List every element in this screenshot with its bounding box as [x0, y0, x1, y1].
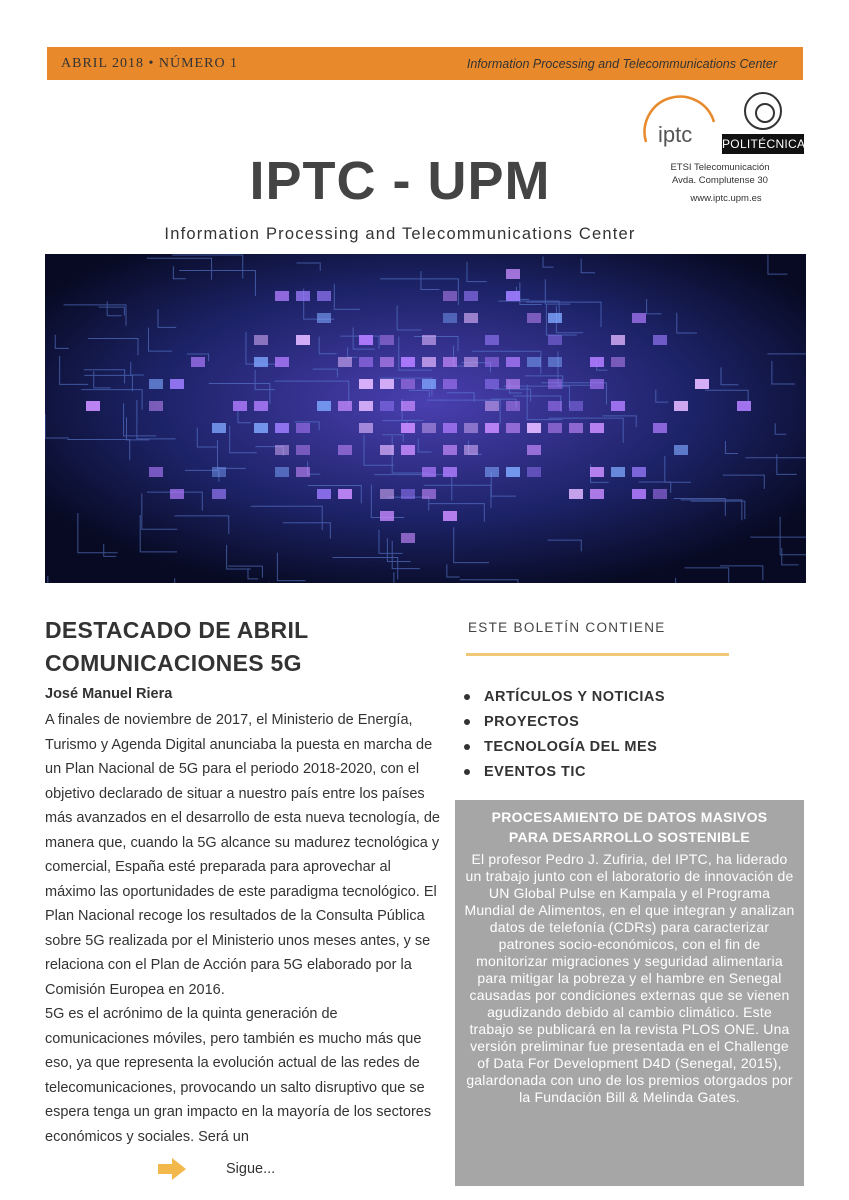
contents-item-label: PROYECTOS	[484, 713, 580, 730]
article-paragraph: A finales de noviembre de 2017, el Ministerio de Energía, Turismo y Agenda Digital anunciaba la puesta en marcha de un Plan Nacional de 5G para el periodo 2018-2020, con el objetivo declarado de situar a nuestro país entre los países más avanzados en el desarrollo de esta nueva tecnología, de manera que, cuando la 5G alcance su madurez tecnológica y comercial, España esté preparada para aprovechar al máximo las oportunidades de este paradigma tecnológico. El Plan Nacional recoge los resultados de la Consulta Pública sobre 5G realizada por el Ministerio unos meses antes, y se relaciona con el Plan de Acción para 5G elaborado por la Comisión Europea en 2016.	[45, 712, 440, 998]
banner-image	[45, 254, 806, 583]
article-paragraph: 5G es el acrónimo de la quinta generación de comunicaciones móviles, pero también es mucho más que eso, ya que representa la evolución actual de las redes de telecomunicaciones, provocando un salto disruptivo que se espera tenga un gran impacto en la mayoría de los sectores económicos y sociales. Será un	[45, 1006, 432, 1145]
contents-item[interactable]	[464, 684, 665, 709]
issue-label: ABRIL 2018 • NÚMERO 1	[61, 55, 239, 71]
feature-heading	[45, 614, 445, 680]
contents-item[interactable]	[464, 734, 665, 759]
center-name: Information Processing and Telecommunications Center	[466, 56, 777, 71]
sidebar-article-body: El profesor Pedro J. Zufiria, del IPTC, ha liderado un trabajo junto con el laboratorio de innovación de UN Global Pulse en Kampala y el Programa Mundial de Alimentos, en el que integran y analizan datos de telefonía (CDRs) para caracterizar patrones socio-económicos, con el fin de monitorizar migraciones y seguridad alimentaria para mitigar la pobreza y el hambre en Senegal causadas por condiciones externas que se vienen agudizando debido al cambio climático. Este trabajo se publicará en la revista PLOS ONE. Una versión preliminar fue presentada en el Challenge of Data For Development D4D (Senegal, 2015), galardonada con uno de los premios otorgados por la Fundación Bill & Melinda Gates.	[464, 851, 795, 1105]
continue-label: Sigue...	[226, 1161, 276, 1177]
contents-divider	[466, 653, 729, 656]
sidebar-article	[455, 800, 804, 1186]
feature-heading-line-2: COMUNICACIONES 5G	[45, 650, 302, 676]
contents-list	[464, 684, 665, 784]
bullet-icon	[464, 769, 470, 775]
contents-item-label: ARTÍCULOS Y NOTICIAS	[484, 688, 666, 705]
iptc-logo[interactable]	[638, 92, 718, 154]
feature-heading-line-1: DESTACADO DE ABRIL	[45, 617, 309, 643]
bullet-icon	[464, 694, 470, 700]
article-body	[45, 708, 440, 1149]
contents-item[interactable]	[464, 709, 665, 734]
sidebar-title-line-2: PARA DESARROLLO SOSTENIBLE	[508, 829, 751, 845]
continue-link[interactable]	[158, 1158, 276, 1180]
address-line-1: ETSI Telecomunicación	[670, 162, 770, 173]
sidebar-title-line-1: PROCESAMIENTO DE DATOS MASIVOS	[491, 809, 768, 825]
contents-item-label: EVENTOS TIC	[484, 763, 586, 780]
page-title: IPTC - UPM	[249, 151, 551, 211]
bullet-icon	[464, 719, 470, 725]
upm-band: POLITÉCNICA	[722, 134, 804, 154]
iptc-logo-text: iptc	[658, 122, 693, 147]
header-bar	[47, 47, 803, 80]
page-subtitle: Information Processing and Telecommunications Center	[164, 225, 636, 243]
contents-title: ESTE BOLETÍN CONTIENE	[468, 620, 666, 635]
circuit-board-icon	[45, 254, 806, 583]
website-link[interactable]: www.iptc.upm.es	[690, 193, 762, 204]
arrow-right-icon	[158, 1158, 186, 1180]
address	[660, 161, 780, 187]
article-author: José Manuel Riera	[45, 686, 173, 702]
address-line-2: Avda. Complutense 30	[672, 175, 768, 186]
sidebar-article-title	[463, 807, 796, 847]
contents-item-label: TECNOLOGÍA DEL MES	[484, 738, 658, 755]
bullet-icon	[464, 744, 470, 750]
contents-item[interactable]	[464, 759, 665, 784]
upm-seal-icon	[744, 92, 782, 130]
upm-logo[interactable]	[722, 92, 804, 154]
